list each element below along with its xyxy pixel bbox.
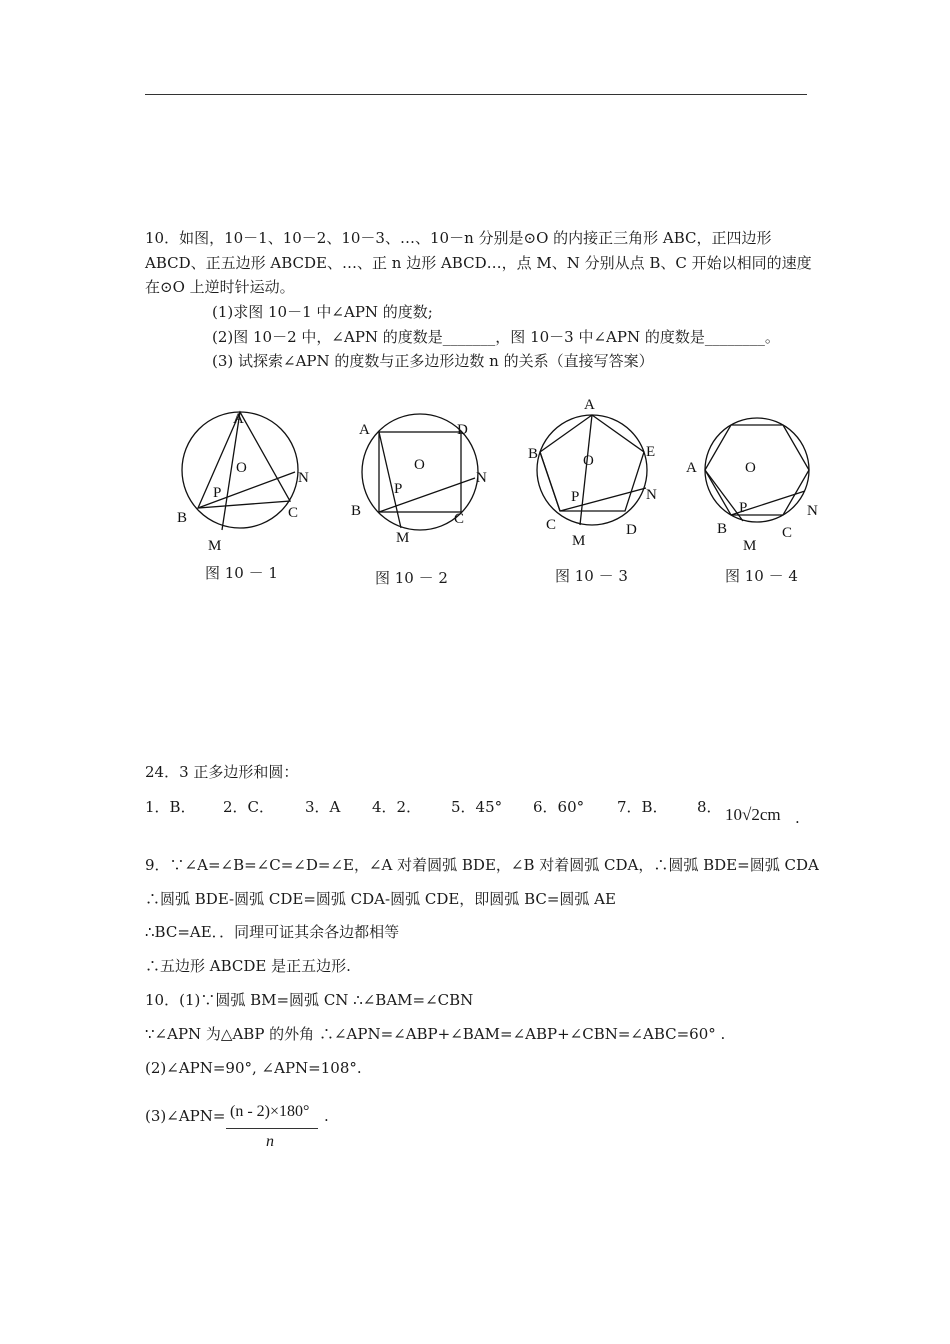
label-a: A [686,460,697,476]
label-n: N [298,470,309,486]
header-rule [145,94,807,95]
label-b: B [351,503,362,519]
answer-7: 7．B． [617,798,668,816]
answer-1: 1．B． [145,798,196,816]
label-m: M [396,530,410,546]
answer-8: 8． [697,798,722,816]
label-c: C [288,505,299,521]
caption-10-3: 图 10 － 3 [555,567,628,585]
figure-10-3 [522,390,672,560]
label-p: P [571,489,580,505]
circle [537,415,647,525]
figure-10-4 [685,390,835,560]
answer-4: 4．2． [372,798,422,816]
label-o: O [745,460,756,476]
label-n: N [646,487,657,503]
hexagon [705,425,809,515]
q10-line-1: 10．(1)∵圆弧 BM=圆弧 CN ∴∠BAM=∠CBN [145,991,474,1009]
figure-10-1 [170,390,320,560]
segment-am [379,432,401,528]
q9-line-1: 9．∵∠A=∠B=∠C=∠D=∠E，∠A 对着圆弧 BDE，∠B 对着圆弧 CDA，∴圆弧 BDE=圆弧 CDA [145,856,819,874]
label-b: B [717,521,728,537]
label-p: P [213,485,222,501]
answer-2: 2．C． [223,798,275,816]
answer-8-end: . [795,809,800,827]
label-d: D [626,522,637,538]
label-o: O [236,460,247,476]
label-b: B [528,446,539,462]
side-bc [540,452,560,511]
label-p: P [394,481,403,497]
q9-line-4: ∴五边形 ABCDE 是正五边形. [145,957,351,975]
answer-5: 5．45° [451,798,503,816]
q9-line-2: ∴圆弧 BDE-圆弧 CDE=圆弧 CDA-圆弧 CDE，即圆弧 BC=圆弧 AE [145,890,616,908]
label-n: N [476,470,487,486]
formula-numerator: (n - 2)×180° [230,1103,310,1120]
label-e: E [646,444,656,460]
label-c: C [454,511,465,527]
q10-line-4-end: . [324,1107,329,1125]
label-a: A [233,411,244,427]
label-a: A [584,397,595,413]
caption-10-2: 图 10 － 2 [375,569,448,587]
label-p: P [739,500,748,516]
label-n: N [807,503,818,519]
formula-fraction [226,1103,322,1153]
label-c: C [782,525,793,541]
answer-6: 6．60° [533,798,585,816]
label-m: M [572,533,586,549]
label-m: M [208,538,222,554]
problem10-intro-2: ABCD、正五边形 ABCDE、…、正 n 边形 ABCD…，点 M、N 分别从点 B、C 开始以相同的速度 [145,254,812,272]
label-c: C [546,517,557,533]
label-m: M [743,538,757,554]
q10-line-4-prefix: (3)∠APN= [145,1107,226,1125]
answers-heading: 24．3 正多边形和圆： [145,763,299,781]
answer-3: 3．A [305,798,341,816]
q9-line-3: ∴BC=AE．．同理可证其余各边都相等 [145,923,400,941]
label-o: O [583,453,594,469]
problem10-intro-1: 10．如图，10－1、10－2、10－3、…、10－n 分别是⊙O 的内接正三角形 ABC，正四边形 [145,229,772,247]
answer-8-value: 10√2cm [725,805,781,824]
caption-10-1: 图 10 － 1 [205,564,278,582]
caption-10-4: 图 10 － 4 [725,567,798,585]
formula-denominator: n [266,1133,274,1150]
problem10-q1: (1)求图 10－1 中∠APN 的度数; [212,303,433,321]
q10-line-2: ∵∠APN 为△ABP 的外角 ∴∠APN=∠ABP+∠BAM=∠ABP+∠CBN=∠ABC=60° . [145,1025,726,1043]
problem10-intro-3: 在⊙O 上逆时针运动。 [145,278,295,296]
label-o: O [414,457,425,473]
label-d: D [457,422,468,438]
problem10-q3: (3) 试探索∠APN 的度数与正多边形边数 n 的关系（直接写答案） [212,352,654,370]
fraction-bar [226,1128,318,1129]
label-b: B [177,510,188,526]
q10-line-3: (2)∠APN=90°, ∠APN=108°. [145,1059,362,1077]
segment-am [580,415,592,525]
figure-10-2 [345,390,495,560]
problem10-q2: (2)图 10－2 中，∠APN 的度数是_______，图 10－3 中∠APN 的度数是________。 [212,328,780,346]
label-a: A [359,422,370,438]
